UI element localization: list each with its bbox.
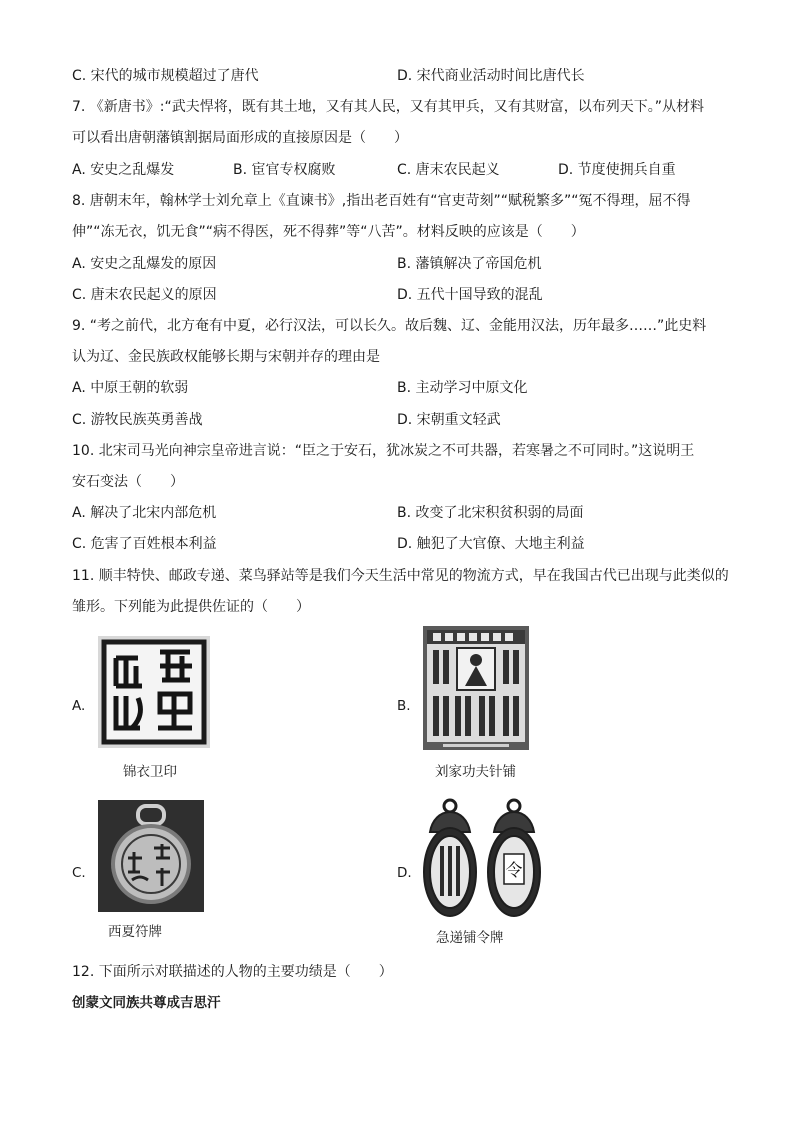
q11-stem-line2: 雏形。下列能为此提供佐证的（ ） [72,599,310,615]
q7-option-d: D. 节度使拥兵自重 [558,162,676,178]
q9-option-d: D. 宋朝重文轻武 [397,412,501,428]
q7-stem-line1: 7. 《新唐书》:“武夫悍将，既有其土地，又有其人民，又有其甲兵，又有其财富，以布列天下。”从材料 [72,99,705,115]
q9-option-b: B. 主动学习中原文化 [397,380,528,396]
q10-option-b: B. 改变了北宋积贫积弱的局面 [397,505,584,521]
q11-option-d-letter: D. [397,865,412,881]
q11-option-b-letter: B. [397,698,411,714]
q6-option-d: D. 宋代商业活动时间比唐代长 [397,68,585,84]
q12-couplet: 创蒙文同族共尊成吉思汗 [72,995,221,1011]
q7-option-b: B. 宦官专权腐败 [233,162,336,178]
q11-option-c-letter: C. [72,865,86,881]
q7-option-c: C. 唐末农民起义 [397,162,500,178]
q11-option-a-letter: A. [72,698,86,714]
q9-option-a: A. 中原王朝的软弱 [72,380,189,396]
q8-option-a: A. 安史之乱爆发的原因 [72,256,217,272]
q9-option-c: C. 游牧民族英勇善战 [72,412,203,428]
q9-stem-line1: 9. “考之前代，北方奄有中夏，必行汉法，可以长久。故后魏、辽、金能用汉法，历年最多……”此史料 [72,318,707,334]
q12-stem: 12. 下面所示对联描述的人物的主要功绩是（ ） [72,964,393,980]
q6-option-c: C. 宋代的城市规模超过了唐代 [72,68,259,84]
q11-option-a-caption: 锦衣卫印 [123,764,177,780]
q11-option-d-caption: 急递铺令牌 [436,930,504,946]
q10-option-d: D. 触犯了大官僚、大地主利益 [397,536,585,552]
q10-option-c: C. 危害了百姓根本利益 [72,536,217,552]
q8-option-b: B. 藩镇解决了帝国危机 [397,256,542,272]
q11-stem-line1: 11. 顺丰特快、邮政专递、菜鸟驿站等是我们今天生活中常见的物流方式，早在我国古代已出现与此类似的 [72,568,729,584]
token-glyph: 令 [505,861,523,881]
xixia-tally-image [98,800,204,912]
q10-stem-line2: 安石变法（ ） [72,474,184,490]
printing-plate-ad-image [423,626,529,750]
q8-stem-line2: 伸”“冻无衣，饥无食”“病不得医，死不得葬”等“八苦”。材料反映的应该是（ ） [72,224,585,240]
q10-option-a: A. 解决了北宋内部危机 [72,505,217,521]
q7-option-a: A. 安史之乱爆发 [72,162,175,178]
seal-stamp-image [98,636,210,748]
q8-option-d: D. 五代十国导致的混乱 [397,287,543,303]
q7-stem-line2: 可以看出唐朝藩镇割据局面形成的直接原因是（ ） [72,130,408,146]
courier-token-image [418,796,548,922]
q8-option-c: C. 唐末农民起义的原因 [72,287,217,303]
q11-option-b-caption: 刘家功夫针铺 [435,764,516,780]
q10-stem-line1: 10. 北宋司马光向神宗皇帝进言说：“臣之于安石，犹冰炭之不可共器，若寒暑之不可同时。”这说明王 [72,443,695,459]
q11-option-c-caption: 西夏符牌 [108,924,162,940]
q9-stem-line2: 认为辽、金民族政权能够长期与宋朝并存的理由是 [72,349,380,365]
q8-stem-line1: 8. 唐朝末年，翰林学士刘允章上《直谏书》,指出老百姓有“官吏苛刻”“赋税繁多”“冤不得理，屈不得 [72,193,691,209]
